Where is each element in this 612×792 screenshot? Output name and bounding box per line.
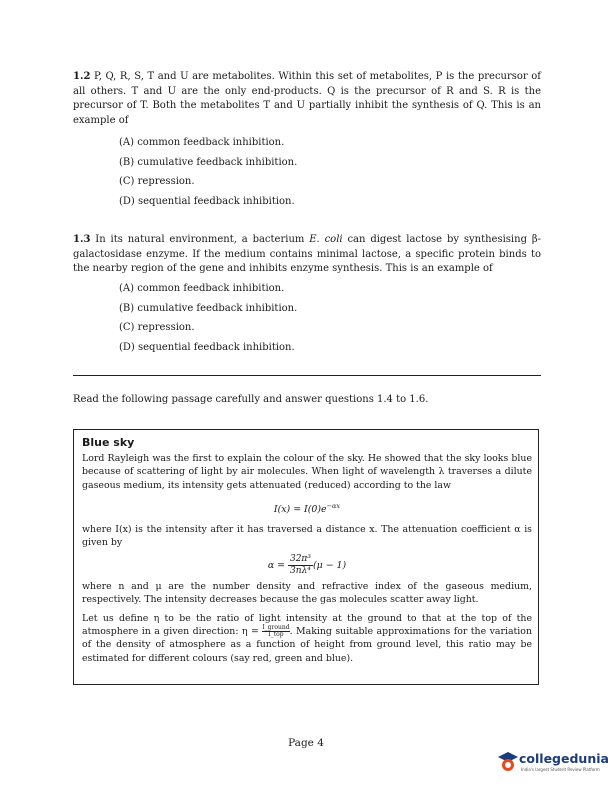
question-1-3 (73, 233, 541, 277)
question-text: P, Q, R, S, T and U are metabolites. Within this set of metabolites, P is the precursor of all others. T and U are the only end-products. Q is the precursor of R and S. R is the precursor of T. Both the metabolites T and U partially inhibit the synthesis of Q. This is an example of (73, 71, 541, 126)
equation-intensity-exponent: −αx (326, 501, 341, 510)
option-a: (A) common feedback inhibition. (119, 283, 285, 294)
equation-intensity-main: I(x) = I(0)e (273, 503, 327, 515)
equation-alpha-denominator: 3nλ⁴ (290, 565, 311, 576)
question-text-part1: In its natural environment, a bacterium (95, 234, 310, 245)
divider (73, 375, 541, 376)
option-c: (C) repression. (119, 322, 195, 333)
paragraph-4-part1: Let us define η to be the ratio of light intensity at the ground to that at the top of the atmosphere in a given direction: η = (82, 612, 532, 638)
equation-alpha-lhs: α = (267, 559, 285, 571)
options-1-2 (119, 136, 297, 214)
equation-alpha-numerator: 32π³ (289, 553, 311, 564)
eta-denominator: I_top (268, 631, 284, 639)
passage-paragraph-1: Lord Rayleigh was the first to explain the colour of the sky. He showed that the sky looks blue because of scattering of light by air molecules. When light of wavelength λ traverses a dilute gaseous medium, its intensity gets attenuated (reduced) according to the law (82, 453, 532, 491)
equation-intensity (82, 500, 532, 516)
option-b: (B) cumulative feedback inhibition. (119, 302, 298, 314)
equation-alpha-rhs: (μ − 1) (312, 559, 347, 571)
eta-fraction (262, 625, 289, 638)
logo-name: collegedunia (519, 751, 609, 766)
logo-tagline: India's largest Student Review Platform (521, 767, 600, 772)
question-text-italic: E. coli (309, 234, 343, 245)
equation-alpha (82, 554, 532, 577)
passage-paragraph-3: where n and μ are the number density and refractive index of the gaseous medium, respectively. The intensity decreases because the gas molecules scatter away light. (82, 580, 532, 605)
graduation-cap-icon (497, 750, 519, 774)
question-text-part2: can digest lactose by synthesising β-galactosidase enzyme. If the medium contains minimal lactose, a specific protein binds to the nearby region of the gene and inhibits enzyme synthesis. This is an example of (73, 234, 541, 274)
question-number: 1.3 (73, 234, 91, 245)
passage-box (73, 429, 539, 685)
option-b: (B) cumulative feedback inhibition. (119, 156, 298, 168)
question-number: 1.2 (73, 71, 91, 82)
option-d: (D) sequential feedback inhibition. (119, 195, 295, 207)
passage-paragraph-4 (82, 612, 532, 665)
paragraph-4-part2: . Making suitable approximations for the variation of the density of atmosphere as a function of height from ground level, this ratio may be estimated for different colours (say red, green and blue). (82, 626, 532, 664)
question-1-2 (73, 70, 541, 128)
passage-paragraph-2: where I(x) is the intensity after it has traversed a distance x. The attenuation coefficient α is given by (82, 524, 532, 549)
equation-alpha-fraction (288, 554, 313, 577)
option-d: (D) sequential feedback inhibition. (119, 341, 295, 353)
collegedunia-logo (497, 748, 607, 780)
eta-numerator: I_ground (262, 624, 290, 632)
option-c: (C) repression. (119, 176, 195, 187)
passage-title: Blue sky (82, 436, 135, 449)
options-1-3 (119, 282, 297, 360)
passage-intro: Read the following passage carefully and answer questions 1.4 to 1.6. (73, 394, 429, 405)
option-a: (A) common feedback inhibition. (119, 137, 285, 148)
page-number: Page 4 (288, 737, 324, 749)
